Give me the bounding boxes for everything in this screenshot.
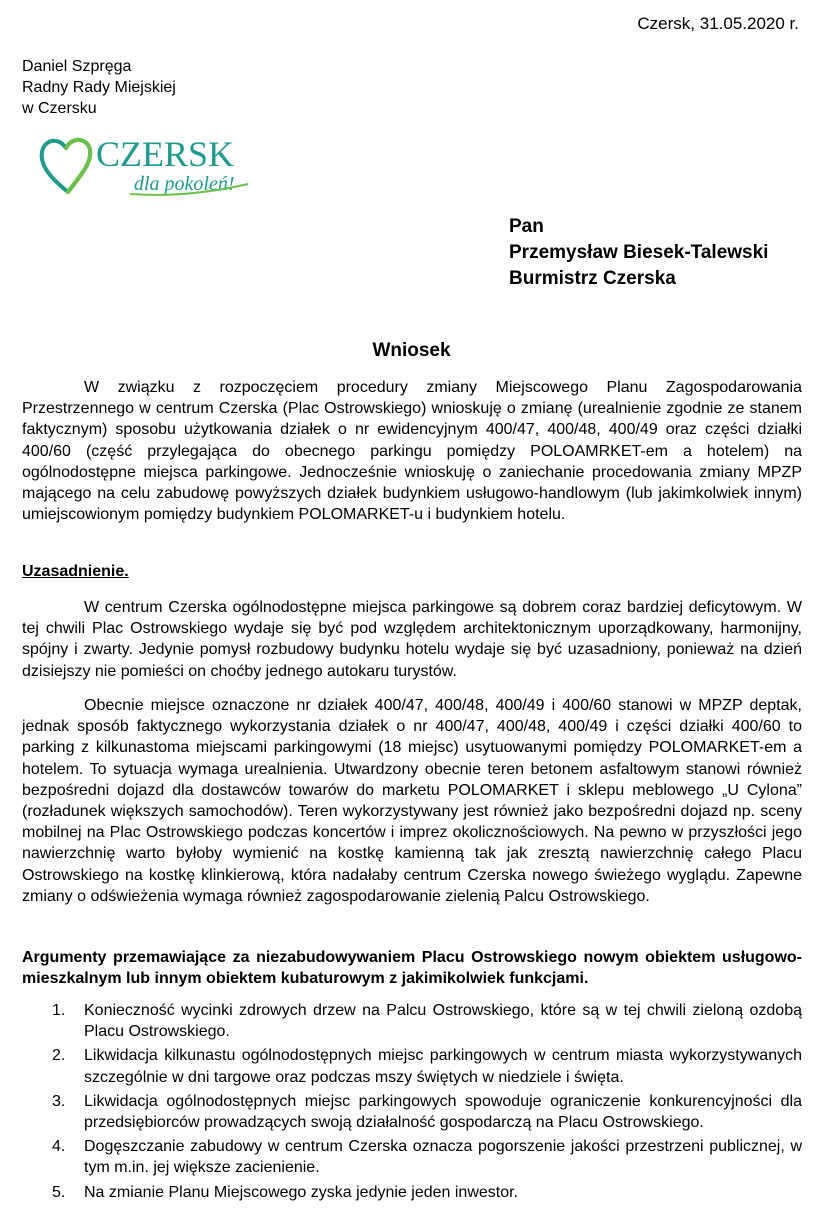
recipient-block (509, 214, 768, 292)
intro-paragraph: W związku z rozpoczęciem procedury zmiany Miejscowego Planu Zagospodarowania Przestrzennego w centrum Czerska (Plac Ostrowskiego) wnioskuję o zmianę (urealnienie zgodnie ze stanem faktycznym) sposobu użytkowania działek o nr ewidencyjnym 400/47, 400/48, 400/49 oraz części działki 400/60 (część przylegająca do obecnego parkingu pomiędzy POLOAMRKET-em a hotelem) na ogólnodostępne miejsca parkingowe. Jednocześnie wnioskuję o zaniechanie procedowania zmiany MPZP mającego na celu zabudowę powyższych działek budynkiem usługowo-handlowym (lub jakimkolwiek innym) umiejscowionym pomiędzy budynkiem POLOMARKET-u i budynkiem hotelu. (22, 379, 802, 524)
list-item: 4. Dogęszczanie zabudowy w centrum Czerska oznacza pogorszenie jakości przestrzeni publicznej, w tym m.in. jej większe zacienienie. (52, 1138, 802, 1177)
logo-tagline: dla pokoleń! (134, 173, 235, 195)
list-item: 5. Na zmianie Planu Miejscowego zyska jedynie jeden inwestor. (52, 1183, 518, 1201)
sender-location: w Czersku (22, 100, 97, 117)
justification-heading: Uzasadnienie. (22, 563, 129, 580)
justification-paragraph-2: Obecnie miejsce oznaczone nr działek 400/47, 400/48, 400/49 i 400/60 stanowi w MPZP deptak, jednak sposób faktycznego wykorzystania działek o nr 400/47, 400/48, 400/49 i części działki 400/60 to parking z kilkunastoma miejscami parkingowymi (18 miejsc) usytuowanymi pomiędzy POLOMARKET-em a hotelem. To sytuacja wymaga urealnienia. Utwardzony obecnie teren betonem asfaltowym stanowi również bezpośredni dojazd dla dostawców towarów do marketu POLOMARKET i sklepu meblowego „U Cylona” (rozładunek większych samochodów). Teren wykorzystywany jest również jako bezpośredni dojazd np. sceny mobilnej na Plac Ostrowskiego podczas koncertów i imprez okolicznościowych. Na pewno w przyszłości jego nawierzchnię warto byłoby wymienić na kostkę kamienną tak jak zresztą nawierzchnię całego Placu Ostrowskiego na kostkę klinkierową, która nadałaby centrum Czerska nowego świeżego wyglądu. Zapewne zmiany o odświeżenia wymaga również zagospodarowanie zielenią Palcu Ostrowskiego. (22, 697, 802, 905)
document-title: Wniosek (372, 340, 451, 361)
recipient-salutation: Pan (509, 216, 544, 237)
place-date: Czersk, 31.05.2020 r. (637, 14, 799, 33)
list-item: 2. Likwidacja kilkunastu ogólnodostępnych miejsc parkingowych w centrum miasta wykorzystywanych szczególnie w dni targowe oraz podczas mszy świętych w niedziele i święta. (52, 1047, 802, 1086)
sender-name: Daniel Szpręga (22, 58, 132, 75)
recipient-name: Przemysław Biesek-Talewski (509, 242, 769, 263)
arguments-list (22, 1000, 802, 1206)
arguments-heading: Argumenty przemawiające za niezabudowywaniem Placu Ostrowskiego nowym obiektem usługowo-mieszkalnym lub innym obiektem kubaturowym z jakimikolwiek funkcjami. (22, 949, 802, 987)
recipient-title: Burmistrz Czerska (509, 268, 676, 289)
czersk-logo (38, 132, 253, 198)
logo-name: CZERSK (96, 134, 235, 174)
sender-title: Radny Rady Miejskiej (22, 79, 176, 96)
list-item: 3. Likwidacja ogólnodostępnych miejsc parkingowych spowoduje ograniczenie konkurencyjności dla przedsiębiorców prowadzących swoją działalność gospodarczą na Placu Ostrowskiego. (52, 1092, 802, 1132)
sender-block (22, 56, 176, 119)
justification-paragraph-1: W centrum Czerska ogólnodostępne miejsca parkingowe są dobrem coraz bardziej deficytowym. W tej chwili Plac Ostrowskiego wydaje się być pod względem architektonicznym uporządkowany, harmonijny, spójny i zwarty. Jedynie pomysł rozbudowy budynku hotelu wydaje się być uzasadniony, ponieważ na dzień dzisiejszy nie pomieści on choćby jednego autokaru turystów. (22, 599, 802, 680)
list-item: 1. Konieczność wycinki zdrowych drzew na Palcu Ostrowskiego, które są w tej chwili zieloną ozdobą Placu Ostrowskiego. (52, 1002, 802, 1041)
